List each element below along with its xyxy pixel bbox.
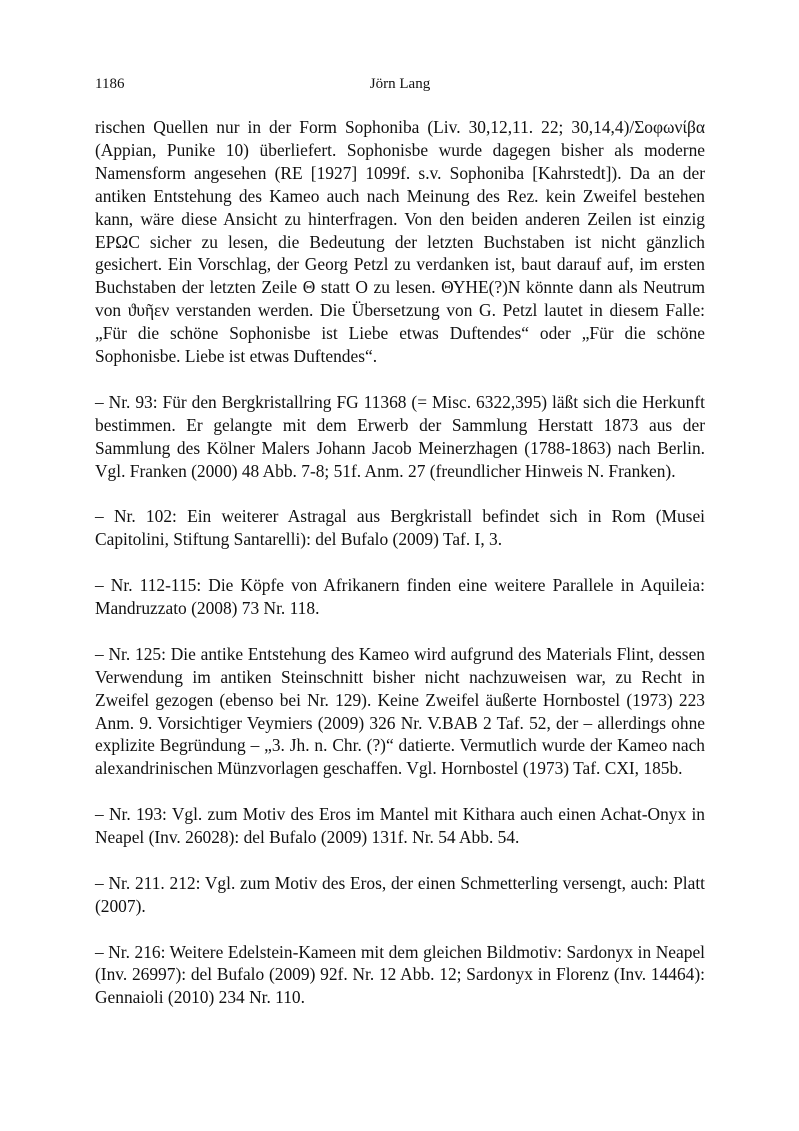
body-text (95, 116, 705, 1009)
paragraph-nr-93: – Nr. 93: Für den Bergkristallring FG 11368 (= Misc. 6322,395) läßt sich die Herkunft bestimmen. Er gelangte mit dem Erwerb der Sammlung Herstatt 1873 aus der Sammlung des Kölner Malers Johann Jacob Meinerzhagen (1788-1863) nach Berlin. Vgl. Franken (2000) 48 Abb. 7-8; 51f. Anm. 27 (freundlicher Hinweis N. Franken). (95, 391, 705, 481)
paragraph-nr-216: – Nr. 216: Weitere Edelstein-Kameen mit dem gleichen Bildmotiv: Sardonyx in Neapel (Inv. 26997): del Bufalo (2009) 92f. Nr. 12 Abb. 12; Sardonyx in Florenz (Inv. 14464): Gennaioli (2010) 234 Nr. 110. (95, 941, 705, 1008)
paragraph-nr-102: – Nr. 102: Ein weiterer Astragal aus Bergkristall befindet sich in Rom (Musei Capitolini, Stiftung Santarelli): del Bufalo (2009) Taf. I, 3. (95, 506, 705, 550)
page-number: 1186 (95, 76, 125, 92)
page-header (95, 72, 705, 96)
paragraph-continuation: rischen Quellen nur in der Form Sophoniba (Liv. 30,12,11. 22; 30,14,4)/Σοφωνίβα (Appian, Punike 10) überliefert. Sophonisbe wurde dagegen bisher als moderne Namensform angesehen (RE [1927] 1099f. s.v. Sophoniba [Kahrstedt]). Da an der antiken Entstehung des Kameo auch nach Meinung des Rez. kein Zweifel bestehen kann, wäre diese Ansicht zu hinterfragen. Von den beiden anderen Zeilen ist einzig ΕΡΩϹ sicher zu lesen, die Bedeutung der letzten Buchstaben ist nicht gänzlich gesichert. Ein Vorschlag, der Georg Petzl zu verdanken ist, baut darauf auf, im ersten Buchstaben der letzten Zeile Θ statt O zu lesen. ΘΥΗΕ(?)Ν könnte dann als Neutrum von ϑυῆεν verstanden werden. Die Übersetzung von G. Petzl lautet in diesem Falle: „Für die schöne Sophonisbe ist Liebe etwas Duftendes“ oder „Für die schöne Sophonisbe. Liebe ist etwas Duftendes“. (95, 117, 705, 367)
paragraph-nr-125: – Nr. 125: Die antike Entstehung des Kameo wird aufgrund des Materials Flint, dessen Verwendung im antiken Steinschnitt bisher nicht nachzuweisen war, zu Recht in Zweifel gezogen (ebenso bei Nr. 129). Keine Zweifel äußerte Hornbostel (1973) 223 Anm. 9. Vorsichtiger Veymiers (2009) 326 Nr. V.BAB 2 Taf. 52, der – allerdings ohne explizite Begründung – „3. Jh. n. Chr. (?)“ datierte. Vermutlich wurde der Kameo nach alexandrinischen Münzvorlagen geschaffen. Vgl. Hornbostel (1973) Taf. CXI, 185b. (95, 643, 705, 779)
paragraph-nr-211-212: – Nr. 211. 212: Vgl. zum Motiv des Eros, der einen Schmetterling versengt, auch: Platt (2007). (95, 872, 705, 916)
paragraph-nr-193: – Nr. 193: Vgl. zum Motiv des Eros im Mantel mit Kithara auch einen Achat-Onyx in Neapel (Inv. 26028): del Bufalo (2009) 131f. Nr. 54 Abb. 54. (95, 804, 705, 848)
running-head: Jörn Lang (369, 76, 431, 92)
paragraph-nr-112-115: – Nr. 112-115: Die Köpfe von Afrikanern finden eine weitere Parallele in Aquileia: Mandruzzato (2008) 73 Nr. 118. (95, 575, 705, 618)
